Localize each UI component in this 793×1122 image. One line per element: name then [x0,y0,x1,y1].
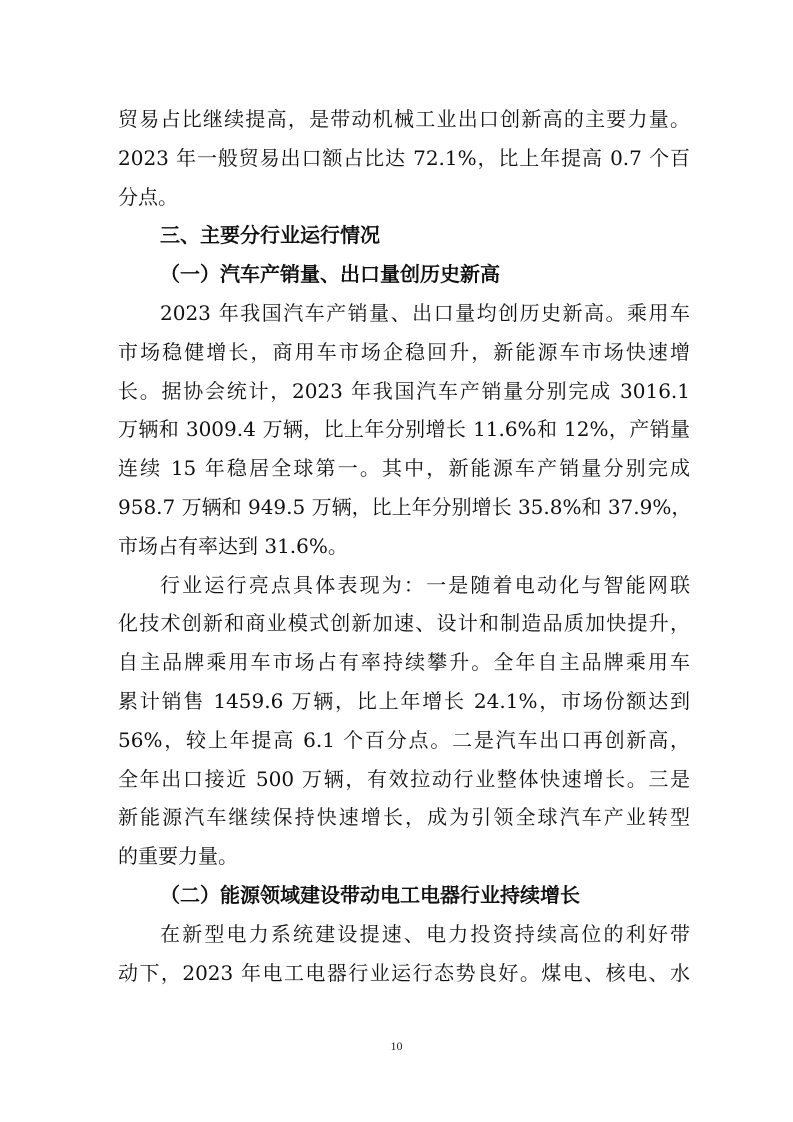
body-line: 56%，较上年提高 6.1 个百分点。二是汽车出口再创新高， [118,727,690,752]
body-line: 958.7 万辆和 949.5 万辆，比上年分别增长 35.8%和 37.9%， [118,494,692,519]
body-line: 市场占有率达到 31.6%。 [118,533,348,558]
body-line: 动下，2023 年电工电器行业运行态势良好。煤电、核电、水 [118,960,690,985]
page-number: 10 [390,1039,403,1053]
body-line: 2023 年一般贸易出口额占比达 72.1%，比上年提高 0.7 个百 [118,145,690,170]
body-line: 2023 年我国汽车产销量、出口量均创历史新高。乘用车 [160,300,690,325]
body-line: 市场稳健增长，商用车市场企稳回升，新能源车市场快速增 [118,339,690,364]
body-line: 自主品牌乘用车市场占有率持续攀升。全年自主品牌乘用车 [118,650,690,675]
body-line: 累计销售 1459.6 万辆，比上年增长 24.1%，市场份额达到 [118,688,690,713]
body-line: 的重要力量。 [118,844,238,869]
body-line: 全年出口接近 500 万辆，有效拉动行业整体快速增长。三是 [118,766,690,791]
subsection-heading-automobile: （一）汽车产销量、出口量创历史新高 [160,262,500,287]
body-line: 贸易占比继续提高，是带动机械工业出口创新高的主要力量。 [118,107,690,131]
subsection-heading-electrical: （二）能源领域建设带动电工电器行业持续增长 [160,882,580,907]
body-line: 连续 15 年稳居全球第一。其中，新能源车产销量分别完成 [118,456,690,481]
body-line: 化技术创新和商业模式创新加速、设计和制造品质加快提升， [118,611,690,636]
body-line: 新能源汽车继续保持快速增长，成为引领全球汽车产业转型 [118,805,690,830]
body-line: 在新型电力系统建设提速、电力投资持续高位的利好带 [160,921,690,946]
body-line: 长。据协会统计，2023 年我国汽车产销量分别完成 3016.1 [118,378,690,403]
document-body [118,100,690,992]
section-heading: 三、主要分行业运行情况 [160,223,380,248]
body-line: 行业运行亮点具体表现为：一是随着电动化与智能网联 [160,572,690,597]
body-line: 万辆和 3009.4 万辆，比上年分别增长 11.6%和 12%，产销量 [118,417,690,442]
body-line: 分点。 [118,184,178,209]
